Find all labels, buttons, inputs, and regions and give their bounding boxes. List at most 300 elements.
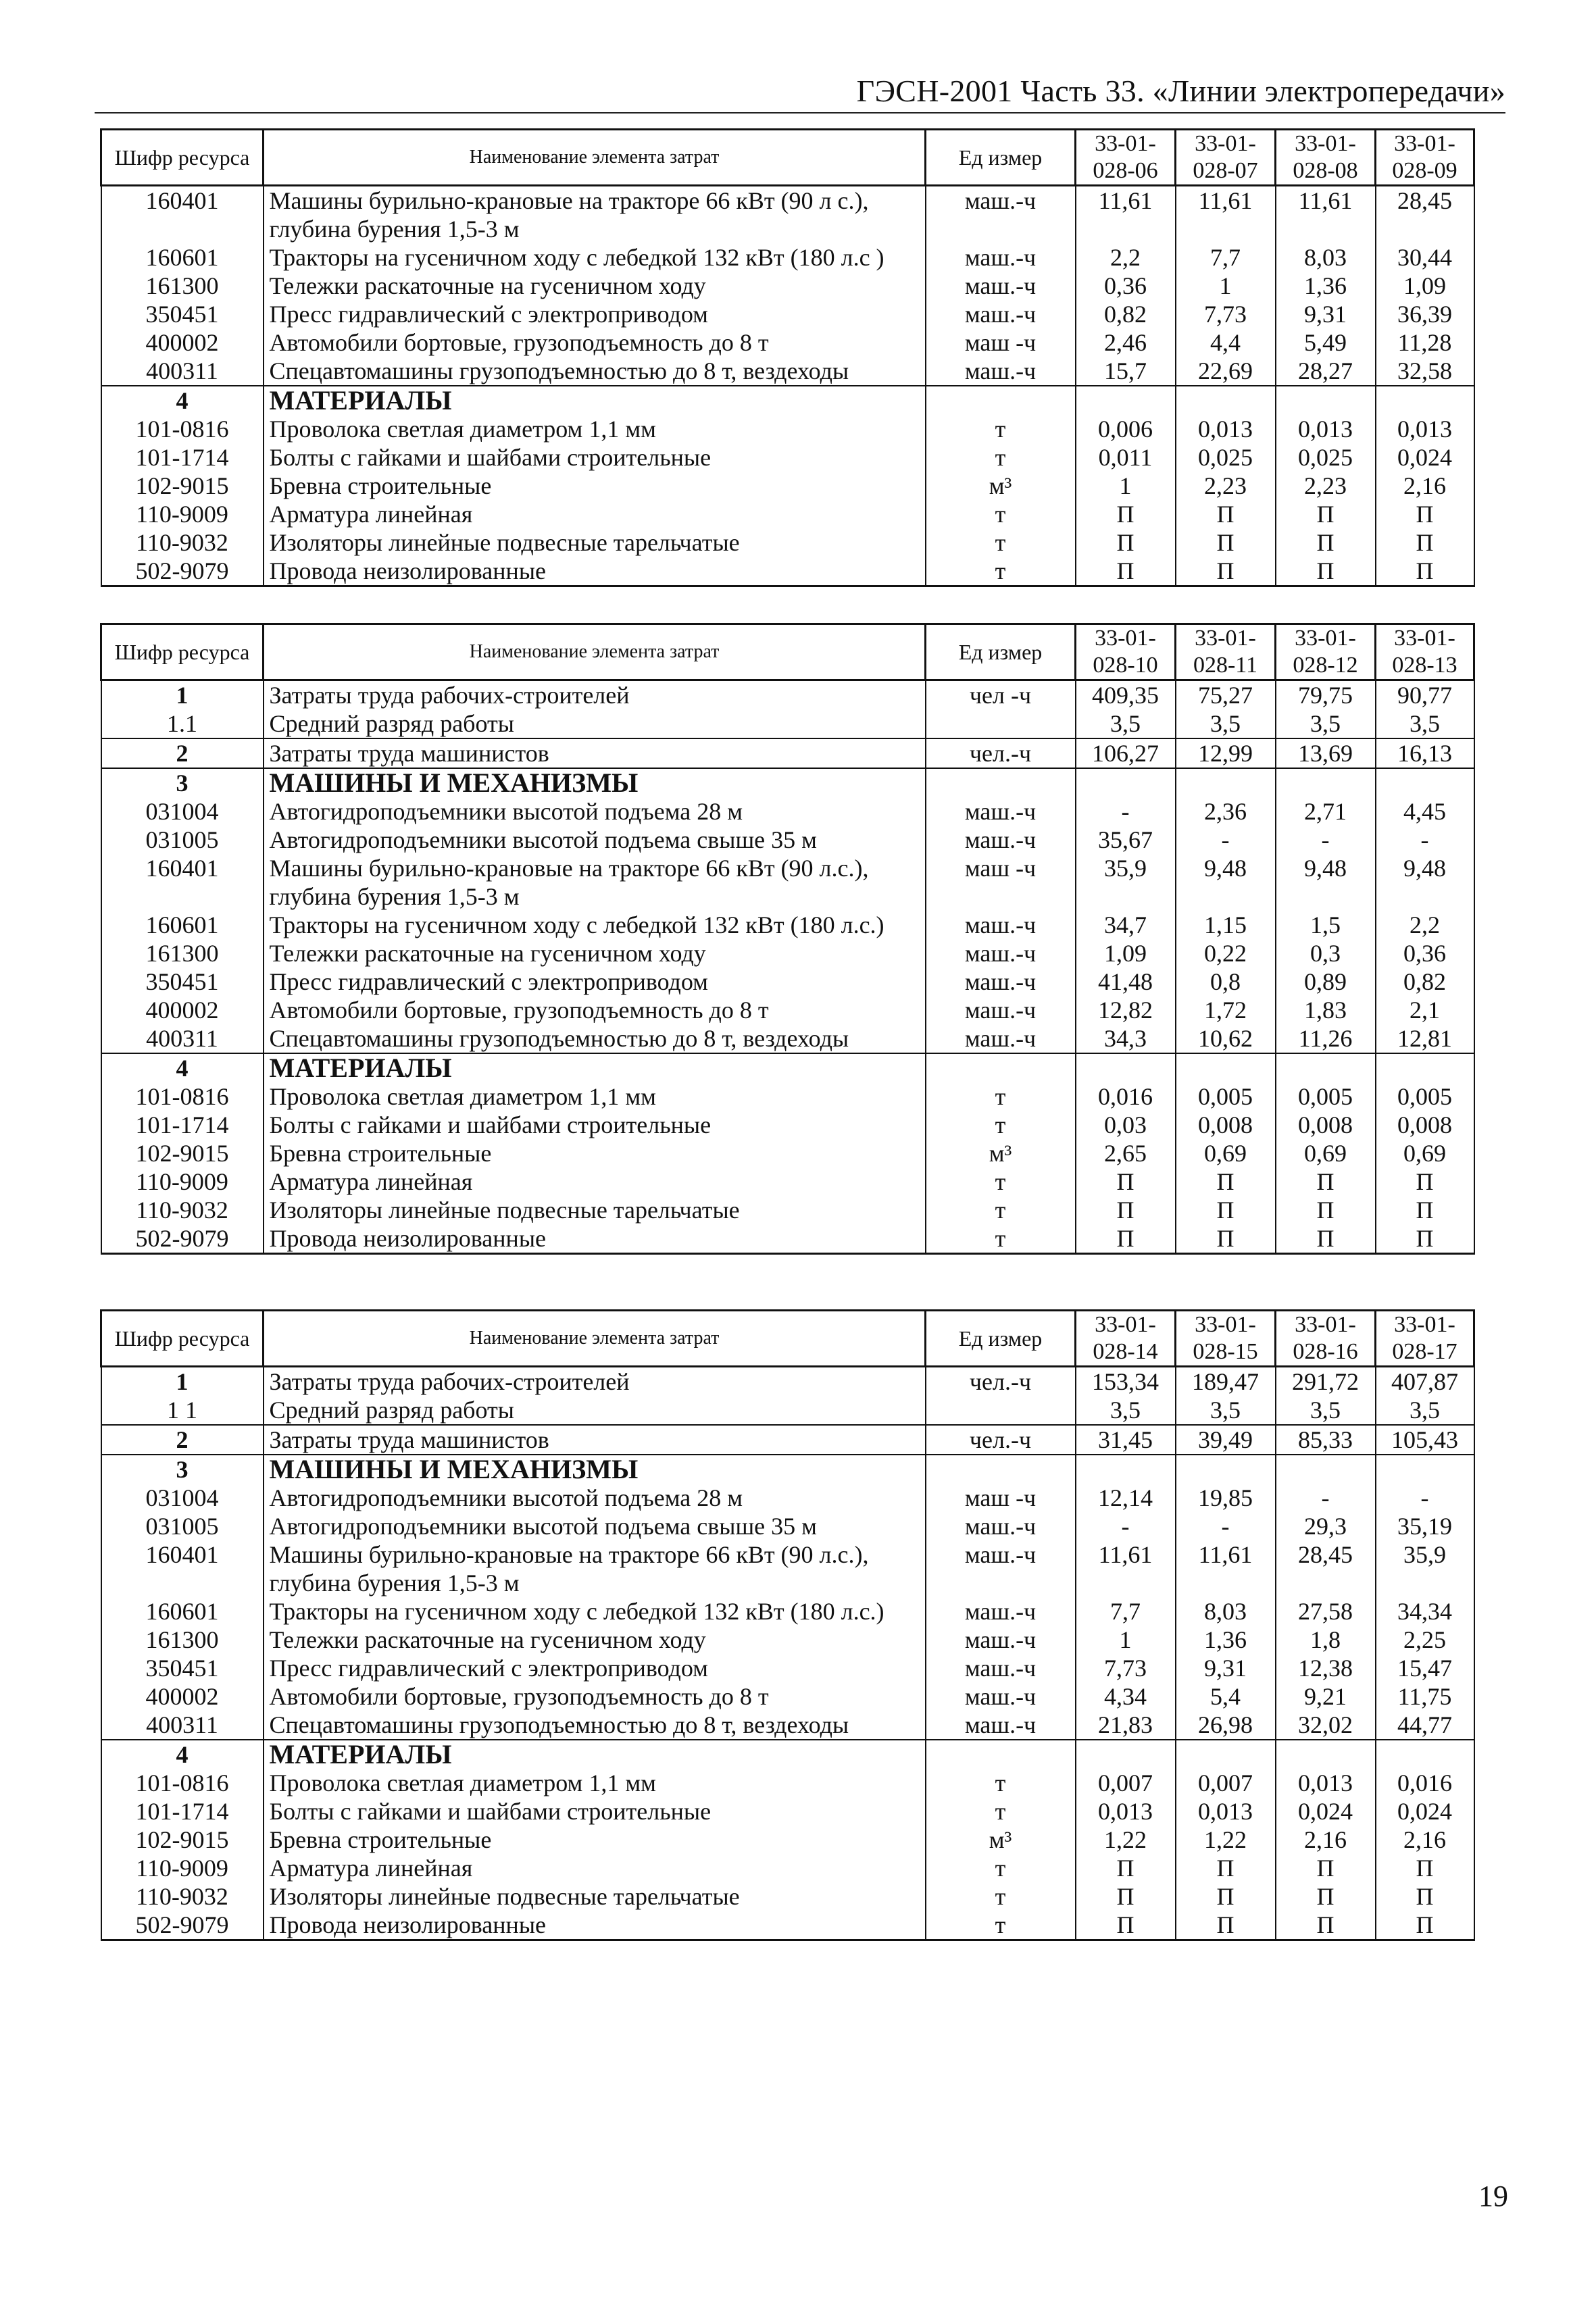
cost-element-name: Изоляторы линейные подвесные тарельчатые — [264, 1196, 926, 1224]
cost-element-name: Затраты труда машинистов — [264, 738, 926, 768]
value-cell: 27,58 — [1276, 1597, 1376, 1626]
header-unit: Ед измер — [926, 624, 1076, 680]
unit-cell: чел.-ч — [926, 738, 1076, 768]
header-norm-code: 33-01- 028-16 — [1276, 1311, 1376, 1367]
value-cell: 29,3 — [1276, 1512, 1376, 1540]
value-cell: 0,006 — [1076, 415, 1176, 443]
cost-element-name: Автогидроподъемники высотой подъема 28 м — [264, 797, 926, 826]
resource-code: 400311 — [101, 1024, 264, 1053]
value-cell — [1176, 768, 1276, 797]
value-cell: 5,49 — [1276, 328, 1376, 357]
value-cell: П — [1376, 1196, 1474, 1224]
value-cell: 106,27 — [1076, 738, 1176, 768]
cost-element-name: Болты с гайками и шайбами строительные — [264, 443, 926, 472]
section-row — [101, 1053, 1474, 1082]
value-cell: П — [1376, 1882, 1474, 1911]
value-cell: П — [1276, 1167, 1376, 1196]
value-cell: 0,005 — [1176, 1082, 1276, 1111]
section-title: МАТЕРИАЛЫ — [264, 1053, 926, 1082]
unit-cell: т — [926, 500, 1076, 528]
header-cost-element: Наименование элемента затрат — [264, 624, 926, 680]
table-row — [101, 1540, 1474, 1597]
value-cell: - — [1176, 1512, 1276, 1540]
unit-cell — [926, 709, 1076, 738]
cost-element-name: Изоляторы линейные подвесные тарельчатые — [264, 528, 926, 557]
section-title: МАТЕРИАЛЫ — [264, 1740, 926, 1769]
value-cell: 2,23 — [1276, 472, 1376, 500]
table-row — [101, 709, 1474, 738]
value-cell: 9,31 — [1176, 1654, 1276, 1682]
value-cell: 85,33 — [1276, 1425, 1376, 1455]
section-title: МАШИНЫ И МЕХАНИЗМЫ — [264, 1455, 926, 1484]
value-cell: 3,5 — [1276, 1396, 1376, 1425]
unit-cell: маш.-ч — [926, 357, 1076, 386]
value-cell: 0,024 — [1376, 443, 1474, 472]
unit-cell: маш.-ч — [926, 1711, 1076, 1740]
value-cell: 0,36 — [1076, 272, 1176, 300]
table-row — [101, 939, 1474, 967]
cost-element-name: Проволока светлая диаметром 1,1 мм — [264, 415, 926, 443]
value-cell: 1 — [1176, 272, 1276, 300]
cost-element-name: Затраты труда рабочих-строителей — [264, 1367, 926, 1397]
value-cell: 11,61 — [1176, 186, 1276, 244]
value-cell: 1,5 — [1276, 911, 1376, 939]
resource-code: 101-1714 — [101, 443, 264, 472]
value-cell: 407,87 — [1376, 1367, 1474, 1397]
header-resource-code: Шифр ресурса — [101, 624, 264, 680]
resource-code: 101-0816 — [101, 415, 264, 443]
value-cell: 11,61 — [1176, 1540, 1276, 1597]
value-cell: 153,34 — [1076, 1367, 1176, 1397]
unit-cell: маш.-ч — [926, 1024, 1076, 1053]
value-cell: П — [1376, 500, 1474, 528]
unit-cell: маш -ч — [926, 328, 1076, 357]
value-cell: 1,22 — [1176, 1826, 1276, 1854]
unit-cell: т — [926, 557, 1076, 586]
resource-code: 102-9015 — [101, 1139, 264, 1167]
unit-cell: т — [926, 1111, 1076, 1139]
value-cell: П — [1176, 500, 1276, 528]
unit-cell: маш.-ч — [926, 797, 1076, 826]
resource-code: 160401 — [101, 1540, 264, 1597]
value-cell: 0,008 — [1176, 1111, 1276, 1139]
unit-cell: маш.-ч — [926, 1626, 1076, 1654]
value-cell: 1,15 — [1176, 911, 1276, 939]
unit-cell: маш.-ч — [926, 939, 1076, 967]
value-cell: П — [1176, 1882, 1276, 1911]
value-cell: П — [1176, 1224, 1276, 1254]
unit-cell: маш.-ч — [926, 996, 1076, 1024]
value-cell — [1276, 1053, 1376, 1082]
value-cell — [1176, 1455, 1276, 1484]
cost-element-name: Затраты труда рабочих-строителей — [264, 680, 926, 710]
unit-cell: маш.-ч — [926, 1682, 1076, 1711]
header-unit: Ед измер — [926, 130, 1076, 186]
unit-cell: т — [926, 1911, 1076, 1940]
value-cell: П — [1176, 1911, 1276, 1940]
table-row — [101, 1882, 1474, 1911]
header-norm-code: 33-01- 028-15 — [1176, 1311, 1276, 1367]
table-row — [101, 1484, 1474, 1512]
table-row — [101, 1654, 1474, 1682]
table-row — [101, 1224, 1474, 1254]
value-cell: П — [1376, 528, 1474, 557]
value-cell: 0,69 — [1376, 1139, 1474, 1167]
value-cell: 0,007 — [1076, 1769, 1176, 1797]
unit-cell: маш.-ч — [926, 186, 1076, 244]
resource-code: 161300 — [101, 1626, 264, 1654]
value-cell: 35,19 — [1376, 1512, 1474, 1540]
value-cell: 0,005 — [1276, 1082, 1376, 1111]
unit-cell — [926, 386, 1076, 415]
resource-code: 350451 — [101, 967, 264, 996]
section-row — [101, 386, 1474, 415]
value-cell — [1276, 1455, 1376, 1484]
value-cell: - — [1076, 1512, 1176, 1540]
value-cell: П — [1376, 557, 1474, 586]
table-row — [101, 826, 1474, 854]
unit-cell: т — [926, 528, 1076, 557]
table-row — [101, 557, 1474, 586]
resource-code: 2 — [101, 1425, 264, 1455]
value-cell: П — [1176, 1196, 1276, 1224]
value-cell: П — [1076, 1854, 1176, 1882]
table-row — [101, 1167, 1474, 1196]
cost-element-name: Машины бурильно-крановые на тракторе 66 кВт (90 л.с.), глубина бурения 1,5-3 м — [264, 854, 926, 911]
table-row — [101, 1082, 1474, 1111]
resource-code: 1 — [101, 1367, 264, 1397]
cost-element-name: Спецавтомашины грузоподъемностью до 8 т, вездеходы — [264, 357, 926, 386]
resource-code: 101-1714 — [101, 1797, 264, 1826]
resource-code: 110-9032 — [101, 1882, 264, 1911]
value-cell: 0,013 — [1376, 415, 1474, 443]
value-cell: 26,98 — [1176, 1711, 1276, 1740]
value-cell: П — [1176, 528, 1276, 557]
value-cell: 3,5 — [1276, 709, 1376, 738]
value-cell: 31,45 — [1076, 1425, 1176, 1455]
cost-element-name: Арматура линейная — [264, 1167, 926, 1196]
header-norm-code: 33-01- 028-07 — [1176, 130, 1276, 186]
value-cell: 3,5 — [1376, 709, 1474, 738]
cost-element-name: Тракторы на гусеничном ходу с лебедкой 132 кВт (180 л.с ) — [264, 243, 926, 272]
table-row — [101, 797, 1474, 826]
header-resource-code: Шифр ресурса — [101, 1311, 264, 1367]
value-cell: П — [1376, 1224, 1474, 1254]
value-cell: П — [1276, 1854, 1376, 1882]
unit-cell: т — [926, 443, 1076, 472]
resource-code: 101-0816 — [101, 1769, 264, 1797]
resource-code: 110-9032 — [101, 528, 264, 557]
value-cell: 0,69 — [1176, 1139, 1276, 1167]
value-cell — [1176, 386, 1276, 415]
value-cell: 2,71 — [1276, 797, 1376, 826]
cost-element-name: Тракторы на гусеничном ходу с лебедкой 132 кВт (180 л.с.) — [264, 911, 926, 939]
value-cell: П — [1076, 1911, 1176, 1940]
value-cell: 409,35 — [1076, 680, 1176, 710]
cost-element-name: Пресс гидравлический с электроприводом — [264, 300, 926, 328]
resource-code: 161300 — [101, 939, 264, 967]
unit-cell — [926, 1053, 1076, 1082]
cost-element-name: Провода неизолированные — [264, 1911, 926, 1940]
value-cell: 0,016 — [1376, 1769, 1474, 1797]
unit-cell: т — [926, 1167, 1076, 1196]
value-cell: 8,03 — [1276, 243, 1376, 272]
value-cell: 1 — [1076, 472, 1176, 500]
value-cell: 5,4 — [1176, 1682, 1276, 1711]
resource-code: 350451 — [101, 1654, 264, 1682]
table-row — [101, 911, 1474, 939]
value-cell: 3,5 — [1076, 1396, 1176, 1425]
value-cell: 2,2 — [1076, 243, 1176, 272]
resource-code: 110-9009 — [101, 1167, 264, 1196]
value-cell — [1276, 768, 1376, 797]
cost-element-name: Болты с гайками и шайбами строительные — [264, 1111, 926, 1139]
value-cell: 1,36 — [1276, 272, 1376, 300]
unit-cell — [926, 1396, 1076, 1425]
header-norm-code: 33-01- 028-11 — [1176, 624, 1276, 680]
unit-cell — [926, 1740, 1076, 1769]
resource-code: 400002 — [101, 996, 264, 1024]
cost-element-name: Машины бурильно-крановые на тракторе 66 кВт (90 л с.), глубина бурения 1,5-3 м — [264, 186, 926, 244]
value-cell: 75,27 — [1176, 680, 1276, 710]
unit-cell: маш.-ч — [926, 1597, 1076, 1626]
value-cell: 11,61 — [1076, 1540, 1176, 1597]
value-cell: П — [1076, 1167, 1176, 1196]
value-cell: 16,13 — [1376, 738, 1474, 768]
header-norm-code: 33-01- 028-06 — [1076, 130, 1176, 186]
value-cell: 4,45 — [1376, 797, 1474, 826]
value-cell: 0,013 — [1276, 1769, 1376, 1797]
page-header: ГЭСН-2001 Часть 33. «Линии электропередачи» — [856, 74, 1505, 108]
value-cell: 15,47 — [1376, 1654, 1474, 1682]
value-cell: 0,007 — [1176, 1769, 1276, 1797]
resource-code: 4 — [101, 1053, 264, 1082]
cost-element-name: Спецавтомашины грузоподъемностью до 8 т, вездеходы — [264, 1024, 926, 1053]
table-row — [101, 1769, 1474, 1797]
cost-element-name: Пресс гидравлический с электроприводом — [264, 1654, 926, 1682]
table-row — [101, 472, 1474, 500]
value-cell: 0,025 — [1276, 443, 1376, 472]
resource-code: 102-9015 — [101, 1826, 264, 1854]
value-cell — [1176, 1053, 1276, 1082]
cost-element-name: Бревна строительные — [264, 472, 926, 500]
value-cell — [1076, 386, 1176, 415]
value-cell: 0,005 — [1376, 1082, 1474, 1111]
value-cell: 1,09 — [1076, 939, 1176, 967]
value-cell: 2,46 — [1076, 328, 1176, 357]
value-cell: 13,69 — [1276, 738, 1376, 768]
resource-code: 400002 — [101, 1682, 264, 1711]
value-cell: 3,5 — [1076, 709, 1176, 738]
table-row — [101, 1111, 1474, 1139]
unit-cell: маш -ч — [926, 854, 1076, 911]
cost-element-name: Средний разряд работы — [264, 1396, 926, 1425]
value-cell — [1076, 768, 1176, 797]
value-cell — [1076, 1740, 1176, 1769]
cost-element-name: Арматура линейная — [264, 500, 926, 528]
table-row — [101, 1626, 1474, 1654]
value-cell: 0,011 — [1076, 443, 1176, 472]
value-cell: П — [1376, 1854, 1474, 1882]
cost-element-name: Тракторы на гусеничном ходу с лебедкой 132 кВт (180 л.с.) — [264, 1597, 926, 1626]
value-cell — [1076, 1455, 1176, 1484]
value-cell: П — [1176, 557, 1276, 586]
value-cell: 7,7 — [1176, 243, 1276, 272]
cost-element-name: Изоляторы линейные подвесные тарельчатые — [264, 1882, 926, 1911]
unit-cell: маш.-ч — [926, 967, 1076, 996]
table-row — [101, 328, 1474, 357]
value-cell: П — [1176, 1167, 1276, 1196]
value-cell: - — [1376, 826, 1474, 854]
value-cell: П — [1076, 528, 1176, 557]
table-row — [101, 1711, 1474, 1740]
header-norm-code: 33-01- 028-14 — [1076, 1311, 1176, 1367]
value-cell: 1,83 — [1276, 996, 1376, 1024]
table-row — [101, 1425, 1474, 1455]
cost-element-name: Тележки раскаточные на гусеничном ходу — [264, 939, 926, 967]
cost-element-name: Машины бурильно-крановые на тракторе 66 кВт (90 л.с.), глубина бурения 1,5-3 м — [264, 1540, 926, 1597]
resource-table-2 — [100, 623, 1475, 1255]
value-cell: 0,008 — [1376, 1111, 1474, 1139]
value-cell: 1,72 — [1176, 996, 1276, 1024]
unit-cell: м³ — [926, 472, 1076, 500]
value-cell: 12,99 — [1176, 738, 1276, 768]
value-cell: 2,16 — [1276, 1826, 1376, 1854]
unit-cell: маш.-ч — [926, 300, 1076, 328]
cost-element-name: Автомобили бортовые, грузоподъемность до 8 т — [264, 996, 926, 1024]
table-row — [101, 996, 1474, 1024]
unit-cell: чел -ч — [926, 680, 1076, 710]
unit-cell: т — [926, 1224, 1076, 1254]
cost-element-name: Провода неизолированные — [264, 557, 926, 586]
value-cell: 2,36 — [1176, 797, 1276, 826]
value-cell: 19,85 — [1176, 1484, 1276, 1512]
resource-table-3 — [100, 1309, 1475, 1941]
value-cell: 291,72 — [1276, 1367, 1376, 1397]
cost-element-name: Автогидроподъемники высотой подъема свыше 35 м — [264, 1512, 926, 1540]
table-row — [101, 1682, 1474, 1711]
value-cell: П — [1376, 1167, 1474, 1196]
value-cell: - — [1276, 1484, 1376, 1512]
cost-element-name: Проволока светлая диаметром 1,1 мм — [264, 1769, 926, 1797]
value-cell: 28,27 — [1276, 357, 1376, 386]
value-cell: П — [1076, 1196, 1176, 1224]
value-cell: - — [1276, 826, 1376, 854]
resource-code: 502-9079 — [101, 1224, 264, 1254]
unit-cell: маш -ч — [926, 1484, 1076, 1512]
value-cell: 1,36 — [1176, 1626, 1276, 1654]
value-cell: П — [1076, 500, 1176, 528]
resource-code: 160601 — [101, 911, 264, 939]
value-cell: 7,7 — [1076, 1597, 1176, 1626]
table-row — [101, 854, 1474, 911]
cost-element-name: Тележки раскаточные на гусеничном ходу — [264, 272, 926, 300]
cost-element-name: Средний разряд работы — [264, 709, 926, 738]
value-cell: 32,02 — [1276, 1711, 1376, 1740]
cost-element-name: Затраты труда машинистов — [264, 1425, 926, 1455]
header-cost-element: Наименование элемента затрат — [264, 1311, 926, 1367]
unit-cell: маш.-ч — [926, 826, 1076, 854]
value-cell: 0,024 — [1376, 1797, 1474, 1826]
value-cell: 34,34 — [1376, 1597, 1474, 1626]
header-norm-code: 33-01- 028-08 — [1276, 130, 1376, 186]
value-cell: П — [1076, 1224, 1176, 1254]
value-cell: 0,013 — [1276, 415, 1376, 443]
header-rule — [95, 112, 1505, 114]
value-cell: 39,49 — [1176, 1425, 1276, 1455]
value-cell — [1376, 386, 1474, 415]
value-cell: 0,22 — [1176, 939, 1276, 967]
resource-code: 1 — [101, 680, 264, 710]
table-row — [101, 272, 1474, 300]
unit-cell: маш.-ч — [926, 1540, 1076, 1597]
value-cell: 7,73 — [1076, 1654, 1176, 1682]
value-cell: 9,21 — [1276, 1682, 1376, 1711]
value-cell: 10,62 — [1176, 1024, 1276, 1053]
value-cell: 11,61 — [1076, 186, 1176, 244]
value-cell: 0,008 — [1276, 1111, 1376, 1139]
value-cell: 0,8 — [1176, 967, 1276, 996]
value-cell: 9,48 — [1276, 854, 1376, 911]
value-cell: 90,77 — [1376, 680, 1474, 710]
value-cell: П — [1276, 557, 1376, 586]
value-cell: 21,83 — [1076, 1711, 1176, 1740]
cost-element-name: Тележки раскаточные на гусеничном ходу — [264, 1626, 926, 1654]
value-cell: 11,26 — [1276, 1024, 1376, 1053]
resource-code: 4 — [101, 1740, 264, 1769]
resource-code: 110-9009 — [101, 1854, 264, 1882]
value-cell: 12,82 — [1076, 996, 1176, 1024]
value-cell: 12,81 — [1376, 1024, 1474, 1053]
unit-cell: т — [926, 1882, 1076, 1911]
resource-code: 160401 — [101, 854, 264, 911]
value-cell: 11,28 — [1376, 328, 1474, 357]
value-cell: 0,016 — [1076, 1082, 1176, 1111]
value-cell: П — [1076, 1882, 1176, 1911]
unit-cell: т — [926, 1854, 1076, 1882]
cost-element-name: Спецавтомашины грузоподъемностью до 8 т, вездеходы — [264, 1711, 926, 1740]
table-row — [101, 1396, 1474, 1425]
value-cell: 2,65 — [1076, 1139, 1176, 1167]
value-cell: 0,82 — [1076, 300, 1176, 328]
value-cell — [1076, 1053, 1176, 1082]
value-cell — [1276, 1740, 1376, 1769]
value-cell: 30,44 — [1376, 243, 1474, 272]
value-cell: 12,14 — [1076, 1484, 1176, 1512]
table-row — [101, 1139, 1474, 1167]
header-norm-code: 33-01- 028-10 — [1076, 624, 1176, 680]
resource-code: 400002 — [101, 328, 264, 357]
value-cell: 9,48 — [1376, 854, 1474, 911]
value-cell: 9,31 — [1276, 300, 1376, 328]
value-cell: 1 — [1076, 1626, 1176, 1654]
cost-element-name: Пресс гидравлический с электроприводом — [264, 967, 926, 996]
cost-element-name: Автогидроподъемники высотой подъема 28 м — [264, 1484, 926, 1512]
resource-code: 1 1 — [101, 1396, 264, 1425]
value-cell: 11,61 — [1276, 186, 1376, 244]
value-cell: 2,16 — [1376, 1826, 1474, 1854]
page-number: 19 — [1478, 2180, 1508, 2213]
resource-code: 350451 — [101, 300, 264, 328]
value-cell — [1276, 386, 1376, 415]
cost-element-name: Болты с гайками и шайбами строительные — [264, 1797, 926, 1826]
value-cell: 35,9 — [1376, 1540, 1474, 1597]
table-row — [101, 1512, 1474, 1540]
value-cell: 7,73 — [1176, 300, 1276, 328]
resource-code: 031004 — [101, 797, 264, 826]
resource-code: 031005 — [101, 826, 264, 854]
unit-cell: маш.-ч — [926, 243, 1076, 272]
